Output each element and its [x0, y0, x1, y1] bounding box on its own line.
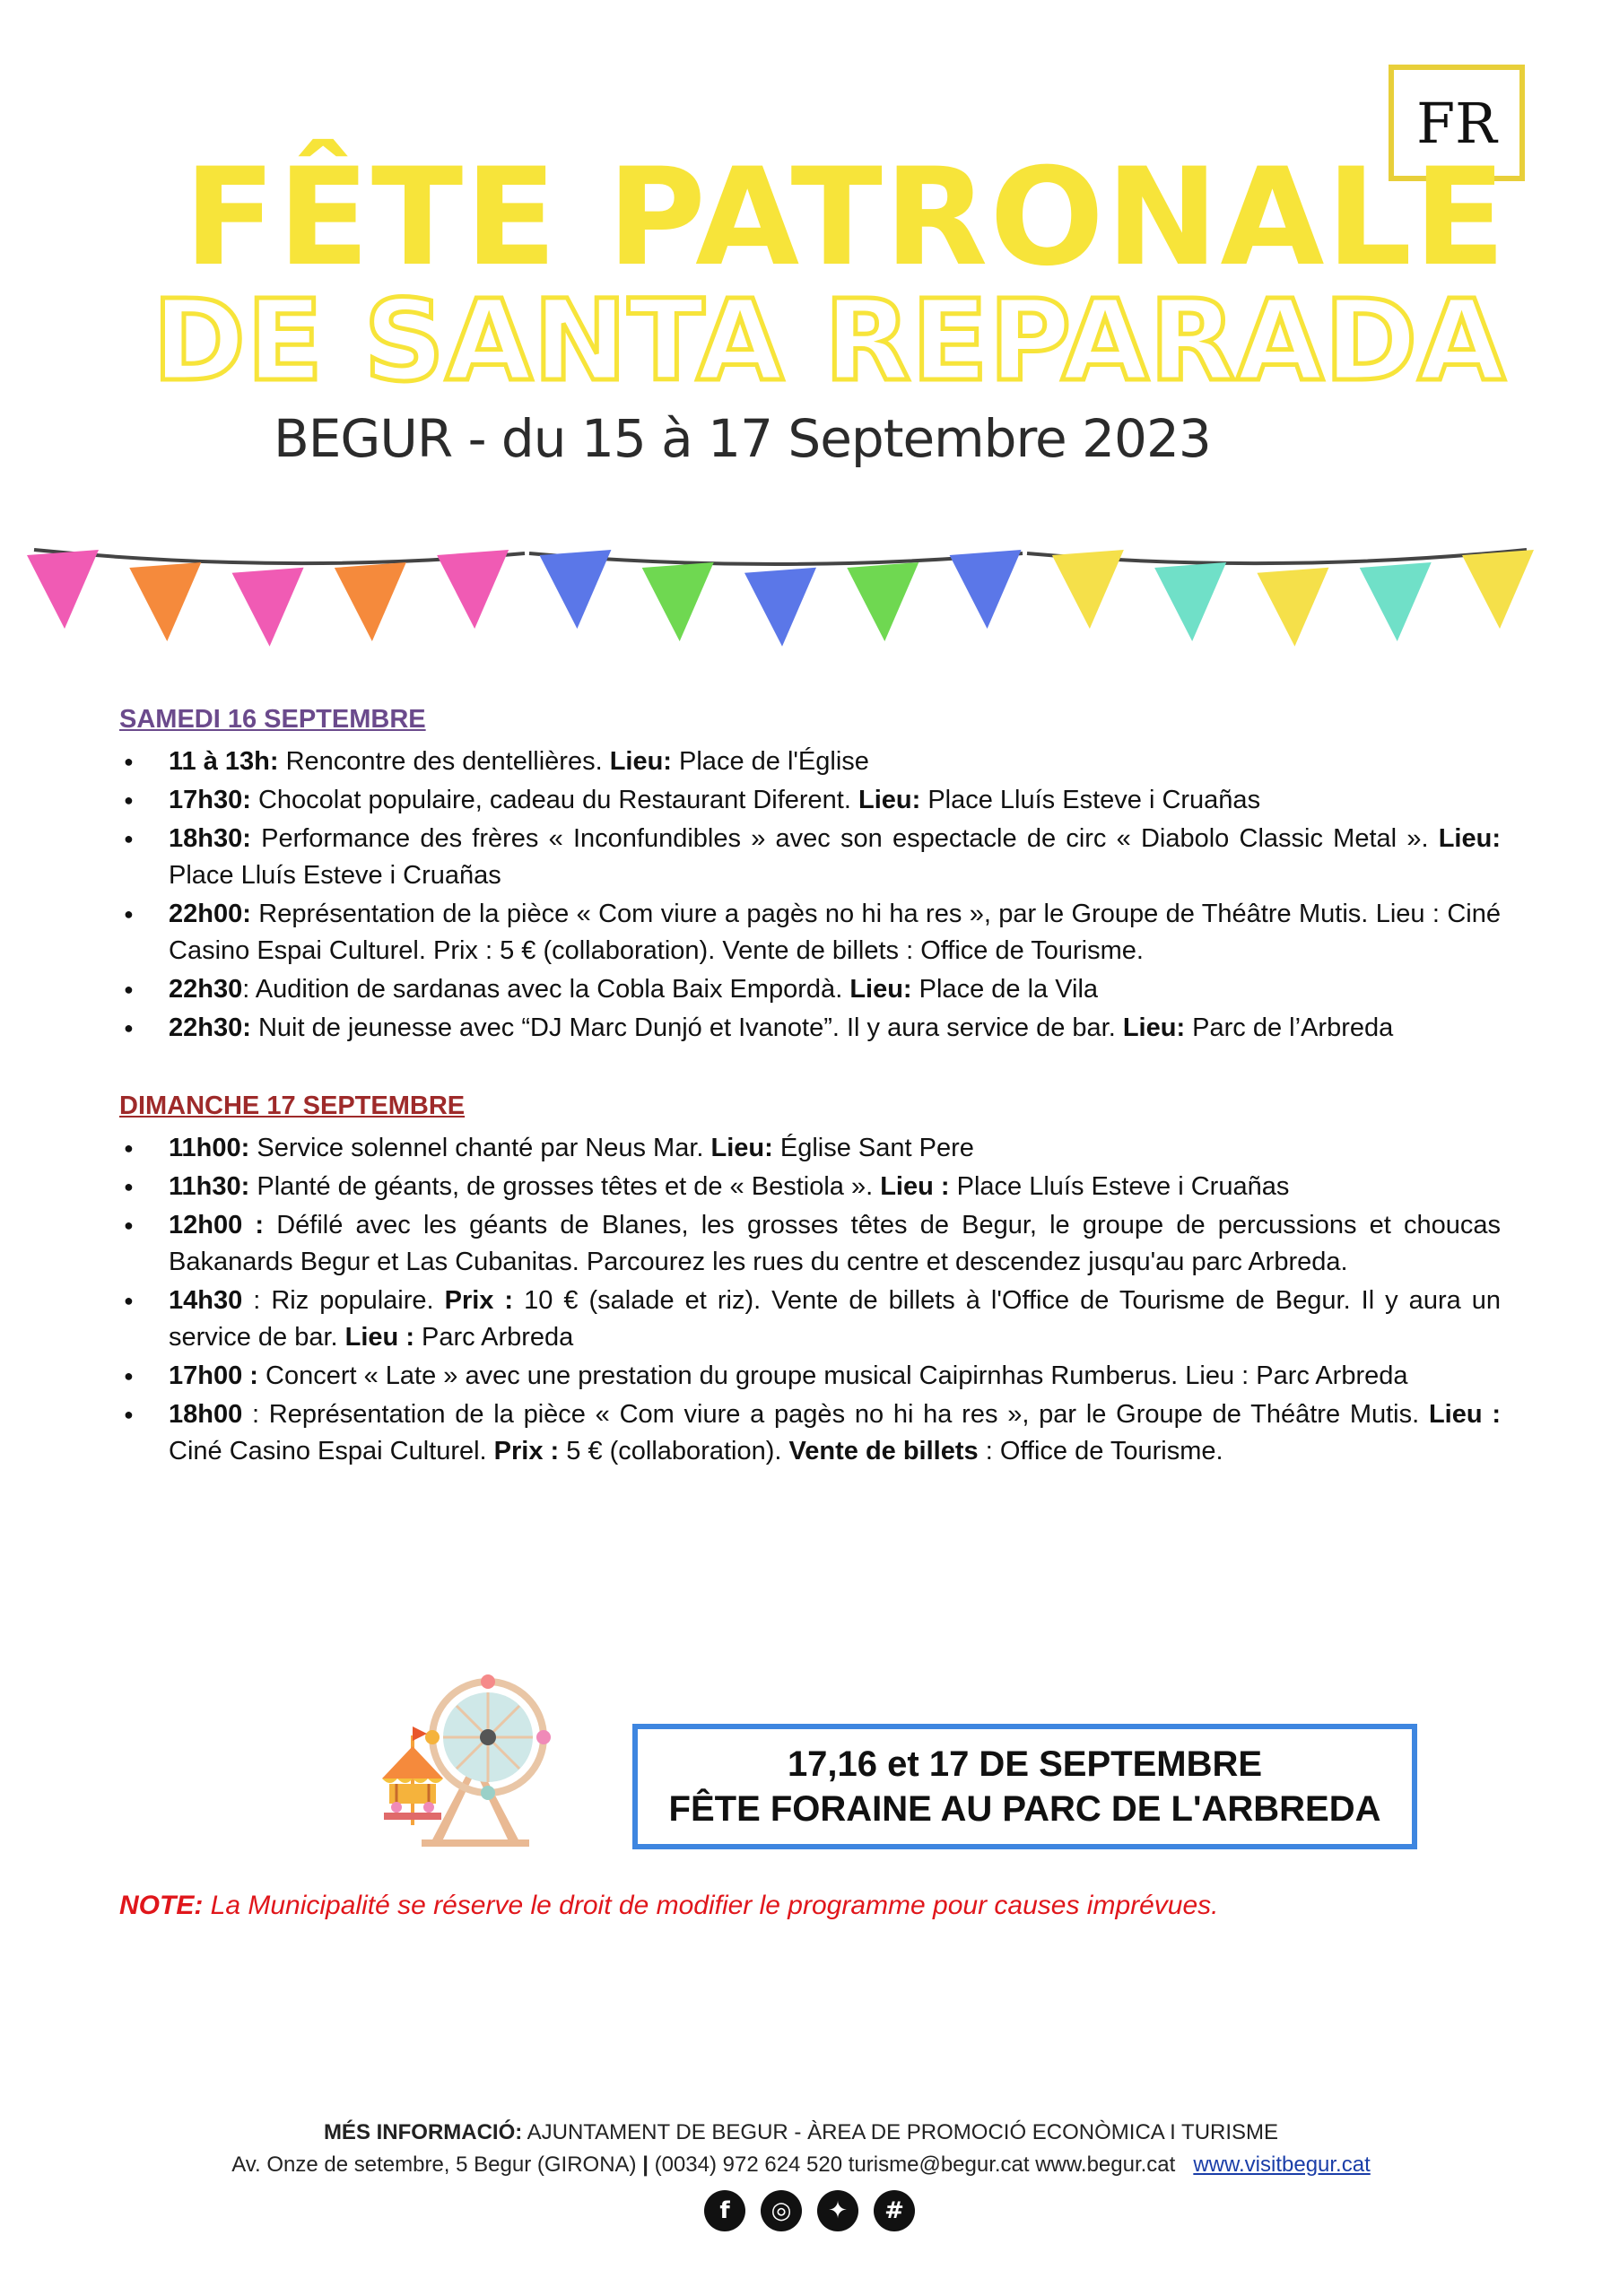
- event-text: Défilé avec les géants de Blanes, les grosses têtes de Begur, le groupe de percussions et choucas Bakanards Begur et Las Cubanitas. Parcourez les rues du centre et descendez jusqu'au parc Arbreda.: [169, 1211, 1501, 1276]
- list-item: [119, 1358, 1501, 1395]
- list-item: [119, 1396, 1501, 1470]
- event-location: Place Lluís Esteve i Cruañas: [169, 861, 501, 890]
- language-label: FR: [1416, 90, 1497, 156]
- footer-contact: (0034) 972 624 520 turisme@begur.cat www.begur.cat: [654, 2152, 1176, 2177]
- bunting-flag: [1257, 568, 1328, 647]
- event-text: : Représentation de la pièce « Com viure a pagès no hi ha res », par le Groupe de Théâtre Mutis.: [242, 1400, 1429, 1429]
- event-time: 22h00:: [169, 900, 251, 928]
- event-text: : Office de Tourisme.: [978, 1437, 1223, 1465]
- event-time: 18h30:: [169, 824, 251, 853]
- event-description: Chocolat populaire, cadeau du Restaurant Diferent.: [250, 786, 858, 814]
- list-item: [119, 1283, 1501, 1356]
- funfair-announcement: [632, 1724, 1417, 1849]
- event-description: Rencontre des dentellières.: [278, 747, 610, 776]
- instagram-icon[interactable]: [761, 2190, 802, 2231]
- social-glyph: f: [719, 2197, 730, 2224]
- page-title-outline: DE SANTA REPARADA: [152, 276, 1506, 406]
- footer-address: Av. Onze de setembre, 5 Begur (GIRONA): [231, 2152, 637, 2177]
- event-emphasis: Prix :: [493, 1437, 560, 1465]
- event-emphasis: 17h00 :: [169, 1361, 258, 1390]
- funfair-dates: 17,16 et 17 DE SEPTEMBRE: [787, 1744, 1263, 1784]
- bunting-flag: [1154, 562, 1226, 641]
- bunting-flag: [437, 550, 509, 629]
- bunting-flag: [1360, 562, 1432, 641]
- bunting-flag: [642, 562, 714, 641]
- hashtag-icon[interactable]: [874, 2190, 915, 2231]
- funfair-location: FÊTE FORAINE AU PARC DE L'ARBREDA: [668, 1789, 1381, 1829]
- footer-info-line: [0, 2117, 1602, 2149]
- twitter-icon[interactable]: [817, 2190, 858, 2231]
- event-text: Ciné Casino Espai Culturel.: [169, 1437, 494, 1465]
- note-text: La Municipalité se réserve le droit de modifier le programme pour causes imprévues.: [203, 1891, 1219, 1920]
- event-emphasis: 11h00:: [169, 1134, 250, 1162]
- event-text: Service solennel chanté par Neus Mar.: [249, 1134, 711, 1162]
- ferris-wheel-icon: [377, 1673, 565, 1852]
- bunting-flag: [335, 562, 406, 641]
- bunting-flag: [27, 550, 99, 629]
- saturday-section: [119, 705, 1501, 1048]
- event-text: Planté de géants, de grosses têtes et de « Bestiola ».: [249, 1172, 881, 1201]
- event-emphasis: 18h00: [169, 1400, 243, 1429]
- sunday-event-list: [119, 1130, 1501, 1470]
- event-description: Performance des frères « Inconfundibles » avec son espectacle de circ « Diabolo Classic Metal ».: [250, 824, 1439, 853]
- list-item: [119, 1010, 1501, 1047]
- bunting-flag: [847, 562, 919, 641]
- event-time: 11 à 13h:: [169, 747, 279, 776]
- event-text: 10 € (salade et riz). Vente de billets à l'Office de Tourisme de Begur. Il y aura un service de bar.: [169, 1286, 1501, 1352]
- list-item: [119, 971, 1501, 1008]
- event-emphasis: Lieu :: [344, 1323, 414, 1352]
- event-location-label: Lieu:: [609, 747, 672, 776]
- event-text: Concert « Late » avec une prestation du groupe musical Caipirnhas Rumberus. Lieu : Parc Arbreda: [257, 1361, 1408, 1390]
- event-location: Parc de l’Arbreda: [1185, 1013, 1394, 1042]
- list-item: [119, 1207, 1501, 1281]
- visitbegur-link[interactable]: www.visitbegur.cat: [1193, 2152, 1371, 2177]
- event-location-label: Lieu:: [1122, 1013, 1186, 1042]
- facebook-icon[interactable]: [704, 2190, 745, 2231]
- bunting-flag: [1462, 550, 1534, 629]
- social-icons: [704, 2190, 915, 2231]
- bunting-flag: [539, 550, 611, 629]
- event-description: Représentation de la pièce « Com viure a pagès no hi ha res », par le Groupe de Théâtre Mutis. Lieu : Ciné Casino Espai Culturel. Prix : 5 € (collaboration). Vente de billets : Office de Tourisme.: [169, 900, 1501, 965]
- event-location-label: Lieu:: [858, 786, 921, 814]
- social-glyph: ✦: [828, 2197, 848, 2224]
- list-item: [119, 896, 1501, 970]
- event-time: 17h30:: [169, 786, 251, 814]
- event-emphasis: 12h00 :: [169, 1211, 265, 1239]
- list-item: [119, 744, 1501, 780]
- event-location: Place Lluís Esteve i Cruañas: [920, 786, 1261, 814]
- note-label: NOTE:: [119, 1891, 204, 1920]
- sunday-section: [119, 1091, 1501, 1472]
- sunday-heading: DIMANCHE 17 SEPTEMBRE: [119, 1091, 466, 1120]
- bunting-flag: [1052, 550, 1124, 629]
- list-item: [119, 1169, 1501, 1205]
- saturday-event-list: [119, 744, 1501, 1047]
- event-emphasis: Lieu :: [880, 1172, 950, 1201]
- event-emphasis: 11h30:: [169, 1172, 250, 1201]
- event-text: : Riz populaire.: [242, 1286, 445, 1315]
- list-item: [119, 782, 1501, 819]
- page-title: FÊTE PATRONALE: [184, 140, 1508, 296]
- saturday-heading: SAMEDI 16 SEPTEMBRE: [119, 705, 426, 734]
- event-text: Église Sant Pere: [772, 1134, 974, 1162]
- footer-info-text: AJUNTAMENT DE BEGUR - ÀREA DE PROMOCIÓ ECONÒMICA I TURISME: [522, 2120, 1279, 2144]
- event-text: Parc Arbreda: [414, 1323, 574, 1352]
- event-location-label: Lieu:: [1438, 824, 1501, 853]
- event-location-label: Lieu:: [849, 975, 912, 1004]
- list-item: [119, 821, 1501, 894]
- footer-info-label: MÉS INFORMACIÓ:: [323, 2120, 523, 2144]
- social-glyph: #: [884, 2197, 904, 2224]
- event-emphasis: Prix :: [444, 1286, 514, 1315]
- bunting-flag: [129, 562, 201, 641]
- event-description: Nuit de jeunesse avec “DJ Marc Dunjó et Ivanote”. Il y aura service de bar.: [250, 1013, 1123, 1042]
- bunting-flag: [950, 550, 1022, 629]
- bunting-flag: [232, 568, 304, 647]
- event-emphasis: Lieu :: [1428, 1400, 1501, 1429]
- event-dates-subtitle: BEGUR - du 15 à 17 Septembre 2023: [274, 408, 1211, 469]
- footer-separator: |: [636, 2152, 655, 2177]
- list-item: [119, 1130, 1501, 1167]
- event-text: Place Lluís Esteve i Cruañas: [949, 1172, 1290, 1201]
- bunting-flag: [744, 568, 816, 647]
- bunting-decoration: [27, 543, 1534, 677]
- event-time: 22h30: [169, 975, 243, 1004]
- footer-contact-line: [0, 2149, 1602, 2181]
- event-location: Place de la Vila: [911, 975, 1099, 1004]
- event-emphasis: Vente de billets: [788, 1437, 979, 1465]
- disclaimer-note: [119, 1891, 1219, 1921]
- event-location: Place de l'Église: [671, 747, 869, 776]
- event-text: 5 € (collaboration).: [559, 1437, 789, 1465]
- social-glyph: ◎: [771, 2197, 792, 2224]
- footer: [0, 2117, 1602, 2181]
- event-time: 22h30:: [169, 1013, 251, 1042]
- event-description: : Audition de sardanas avec la Cobla Baix Empordà.: [242, 975, 850, 1004]
- event-emphasis: 14h30: [169, 1286, 243, 1315]
- event-emphasis: Lieu:: [710, 1134, 773, 1162]
